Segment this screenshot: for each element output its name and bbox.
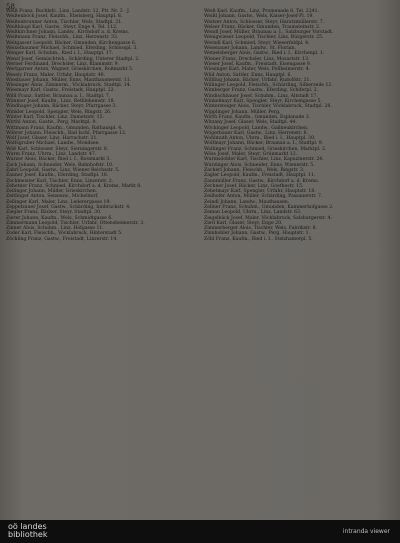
- directory-entry: Ziegelbäck Josef, Maler, Vöcklabruck, Salzburgerstr. 4.: [204, 215, 332, 221]
- directory-entry: Wetzelsberger Alois, Gastw., Ried i. I., Kirchenpl. 1.: [204, 51, 325, 57]
- directory-entry: Wesely Franz, Maler, Urfahr, Hauptstr. 40.: [6, 72, 106, 78]
- directory-entry: Wurzer Alois, Bäcker, Ried i. I., Rossmarkt 3.: [6, 157, 111, 163]
- logo-line-1: oö landes: [8, 522, 47, 531]
- logo-line-2: bibliothek: [8, 530, 48, 539]
- directory-entry: Wendl Josef, Müller, Braunau a. I., Salzburger Vorstadt.: [204, 30, 334, 36]
- directory-entry: Weißhäupl Karl, Gastw., Steyr, Enge 4, Tel. 112.: [6, 24, 118, 30]
- directory-entry: Wesenauer Johann, Landw., St. Florian.: [204, 46, 296, 52]
- directory-entry: Zoder Karl, Fleischh., Vöcklabruck, Hinterstadt 5.: [6, 231, 123, 237]
- directory-entry: Zeindl Johann, Landw., Mauthausen.: [204, 199, 290, 205]
- directory-entry: Wurm Franz, Uhrm., Linz, Landstr. 47.: [6, 152, 97, 158]
- left-column: [6, 9, 194, 242]
- directory-entry: Wimberger Franz, Gastw., Eferding, Schiferpl. 2.: [204, 88, 319, 94]
- directory-entry: Weitgasser Leopold, Bäcker, Gmunden, Kirchengasse 6.: [6, 40, 137, 46]
- directory-entry: Wieser Josef, Kaufm., Freistadt, Eisengasse 9.: [204, 61, 312, 67]
- directory-entry: Wiesmayr Karl, Gastw., Freistadt, Hauptpl. 22.: [6, 88, 116, 94]
- directory-entry: Zeman Leopold, Uhrm., Linz, Landstr. 63.: [204, 210, 302, 216]
- directory-entry: Zeppetzauer Josef, Gastw., Schärding, Innbruckstr. 4.: [6, 204, 131, 210]
- directory-entry: Wirthl Anton, Gastw., Perg, Marktpl. 9.: [6, 120, 97, 126]
- directory-entry: Zellner Franz, Schuhm., Gmunden, Kammerhofgasse 2.: [204, 204, 334, 210]
- directory-entry: Zehetner Franz, Schmied, Kirchdorf a. d. Krems, Markt 8.: [6, 183, 142, 189]
- directory-entry: Weixelbaumer Michael, Schmied, Eferding, Schlosspl. 3.: [6, 46, 138, 52]
- directory-entry: Wollinger Franz, Schmied, Grieskirchen, Marktpl. 2.: [204, 146, 327, 152]
- directory-entry: Weißenbrunner Anton, Tischler, Wels, Stadtpl. 21.: [6, 19, 123, 25]
- directory-entry: Weißl Johann, Gastw., Wels, Kaiser-Josef-Pl. 19.: [204, 14, 314, 20]
- right-column: [204, 9, 392, 242]
- directory-entry: Zauner Josef, Kaufm., Eferding, Stadtpl. 16.: [6, 173, 109, 179]
- directory-entry: Wiesinger Alois, Zimmerm., Vöcklabruck, Stadtpl. 14.: [6, 83, 132, 89]
- directory-entry: Zaunmüller Franz, Gastw., Kirchdorf a. d. Krems.: [204, 178, 320, 184]
- directory-entry: Weißmann Franz, Fleischh., Linz, Herrenstr. 33.: [6, 35, 119, 41]
- directory-entry: Zierer Johann, Kaufm., Wels, Schmidtgasse 6.: [6, 215, 113, 221]
- directory-entry: Zach Johann, Schneider, Wels, Bahnhofstr. 10.: [6, 162, 114, 168]
- directory-entry: Wöhrer Johann, Fleischh., Bad Ischl, Pfarrgasse 12.: [6, 130, 127, 136]
- directory-entry: Weißkirchner Johann, Landw., Kirchdorf a. d. Krems.: [6, 30, 130, 36]
- directory-entry: Zimmerberger Alois, Tischler, Wels, Fabrikstr. 8.: [204, 226, 317, 232]
- directory-entry: Wipplinger Johann, Müller, Perg.: [204, 109, 281, 115]
- directory-entry: Windischbauer Josef, Schuhm., Linz, Altstadt 17.: [204, 93, 318, 99]
- directory-entry: Weiß Franz, Buchbdr., Linz, Landstr. 12, Ptt. Nr. 3 · J.: [6, 9, 130, 14]
- directory-entry: Wenzl Josef, Gemischtwh., Schärding, Unterer Stadtpl. 2.: [6, 56, 140, 62]
- directory-entry: Willinger Leopold, Fleischh., Schärding, Silberzeile 12.: [204, 83, 333, 89]
- directory-entry: Zacherl Johann, Fleischh., Wels, Ringstr. 3.: [204, 167, 305, 173]
- directory-entry: Weiß Karl, Kaufm., Linz, Promenade 8, Tel. 2241.: [204, 9, 319, 14]
- directory-entry: Zellinger Karl, Maler, Linz, Lederergasse 19.: [6, 199, 111, 205]
- directory-entry: Wögerbauer Karl, Gastw., Linz, Herrenstr. 6.: [204, 130, 308, 136]
- directory-entry: Winkler Leopold, Spengler, Wels, Ringstr. 26.: [6, 109, 112, 115]
- directory-entry: Winter Karl, Tischler, Linz, Dametzstr. 15.: [6, 114, 104, 120]
- directory-entry: Zeilhofer Anton, Müller, Schärding, Passauerstr. 7.: [204, 194, 323, 200]
- directory-entry: Zinner Alois, Schuhm., Linz, Hofgasse 11.: [6, 226, 104, 232]
- directory-entry: Windhager Johann, Bäcker, Steyr, Pfarrgasse 3.: [6, 104, 117, 110]
- directory-entry: Wiesbauer Johann, Müller, Enns, Mauthausnerstr. 11.: [6, 77, 132, 83]
- directory-entry: Wolfsgruber Michael, Landw., Mondsee.: [6, 141, 100, 147]
- viewer-footer: [0, 520, 400, 543]
- directory-entry: Zehetmayr Karl, Spengler, Urfahr, Hauptstr. 18.: [204, 189, 316, 195]
- directory-entry: Welser Franz, Bäcker, Gmunden, Traunsteinstr. 2.: [204, 24, 321, 30]
- directory-entry: Wild Franz, Sattler, Braunau a. I., Stadtpl. 7.: [6, 93, 111, 99]
- directory-entry: Wintersteiger Alois, Tischler, Vöcklabruck, Stadtpl. 28.: [204, 104, 332, 110]
- directory-entry: Wittmann Franz, Kaufm., Gmunden, Rathauspl. 4.: [6, 125, 123, 131]
- directory-entry: Wurmsdobler Karl, Tischler, Linz, Kapuzinerstr. 24.: [204, 157, 324, 163]
- directory-entry: Wolf Josef, Glaser, Linz, Harrachstr. 21.: [6, 136, 98, 142]
- directory-entry: Werner Ferdinand, Drechsler, Linz, Klammstr. 9.: [6, 61, 120, 67]
- directory-entry: Wöckinger Leopold, Landw., Gallneukirchen.: [204, 125, 309, 131]
- directory-entry: Wiener Franz, Drechsler, Linz, Mozartstr. 13.: [204, 56, 310, 62]
- directory-entry: Zierl Karl, Glaser, Steyr, Enge 20.: [204, 220, 283, 226]
- directory-entry: Wirth Franz, Kaufm., Gmunden, Esplanade 3.: [204, 114, 311, 120]
- page-number: 58: [6, 3, 15, 11]
- directory-entry: Zeilinger Johann, Müller, Grieskirchen.: [6, 189, 98, 195]
- directory-entry: Wimmer Josef, Kaufm., Linz, Bethlehemstr. 18.: [6, 99, 115, 105]
- directory-entry: Zechner Josef, Bäcker, Linz, Goethestr. 15.: [204, 183, 304, 189]
- directory-entry: Zechmeister Karl, Tischler, Enns, Linzerstr. 2.: [6, 178, 114, 184]
- directory-entry: Wenger Karl, Schuhm., Ried i. I., Hauptpl. 17.: [6, 51, 114, 57]
- directory-entry: Wurzinger Alois, Schneider, Enns, Wienerstr. 5.: [204, 162, 315, 168]
- directory-entry: Zeitlinger Anton, Sensenw., Micheldorf.: [6, 194, 99, 200]
- directory-entry: Wöß Karl, Schlosser, Steyr, Sierningerstr. 8.: [6, 146, 109, 152]
- viewer-label: intranda viewer: [342, 528, 390, 535]
- directory-entry: Winkelmayr Karl, Spengler, Steyr, Kirchengasse 5.: [204, 99, 322, 105]
- directory-entry: Weitzer Anton, Schlosser, Steyr, Haratzmüllerstr. 7.: [204, 19, 325, 25]
- directory-entry: Zöchling Franz, Gastw., Freistadt, Linzerstr. 14.: [6, 236, 118, 242]
- directory-entry: Wenigwieser Leopold, Tischler, Linz, Bürgerstr. 25.: [204, 35, 324, 41]
- directory-entry: Zöbl Franz, Kaufm., Ried i. I., Stelzhamerpl. 5.: [204, 236, 313, 242]
- directory-entry: Zahrl Leopold, Gastw., Linz, Wiener Reichsstr. 5.: [6, 167, 120, 173]
- directory-entry: Wertgarner Anton, Wagner, Grieskirchen, Roßmarkt 5.: [6, 67, 134, 73]
- directory-entry: Zimmermann Leopold, Tischler, Urfahr, Ottensheimerstr. 3.: [6, 220, 145, 226]
- directory-entry: Zinnhobler Johann, Gastw., Perg, Hauptstr. 1.: [204, 231, 310, 237]
- library-logo[interactable]: [8, 523, 47, 539]
- directory-entry: Ziegler Franz, Bäcker, Steyr, Stadtpl. 30.: [6, 210, 102, 216]
- directory-entry: Wolfmayr Johann, Bäcker, Braunau a. I., Stadtpl. 9.: [204, 141, 324, 147]
- directory-entry: Wohlmuth Anton, Uhrm., Ried i. I., Hauptpl. 30.: [204, 136, 316, 142]
- directory-entry: Witzany Josef, Glaser, Wels, Stadtpl. 44.: [204, 120, 297, 126]
- directory-entry: Wilfling Johann, Bäcker, Urfahr, Rudolfstr. 31.: [204, 77, 311, 83]
- directory-entry: Zagler Leopold, Kaufm., Freistadt, Hauptpl. 11.: [204, 173, 316, 179]
- directory-entry: Wild Anton, Sattler, Enns, Hauptpl. 6.: [204, 72, 292, 78]
- directory-entry: Werndl Karl, Schmied, Steyr, Wieserfeldpl. 4.: [204, 40, 310, 46]
- directory-entry: Wöss Josef, Maler, Steyr, Grünmarkt 12.: [204, 152, 298, 158]
- directory-entry: Wiesinger Karl, Maler, Wels, Pollheimerstr. 4.: [204, 67, 310, 73]
- directory-entry: Weißenböck Josef, Kaufm., Ebelsberg, Hauptpl. 8.: [6, 14, 123, 20]
